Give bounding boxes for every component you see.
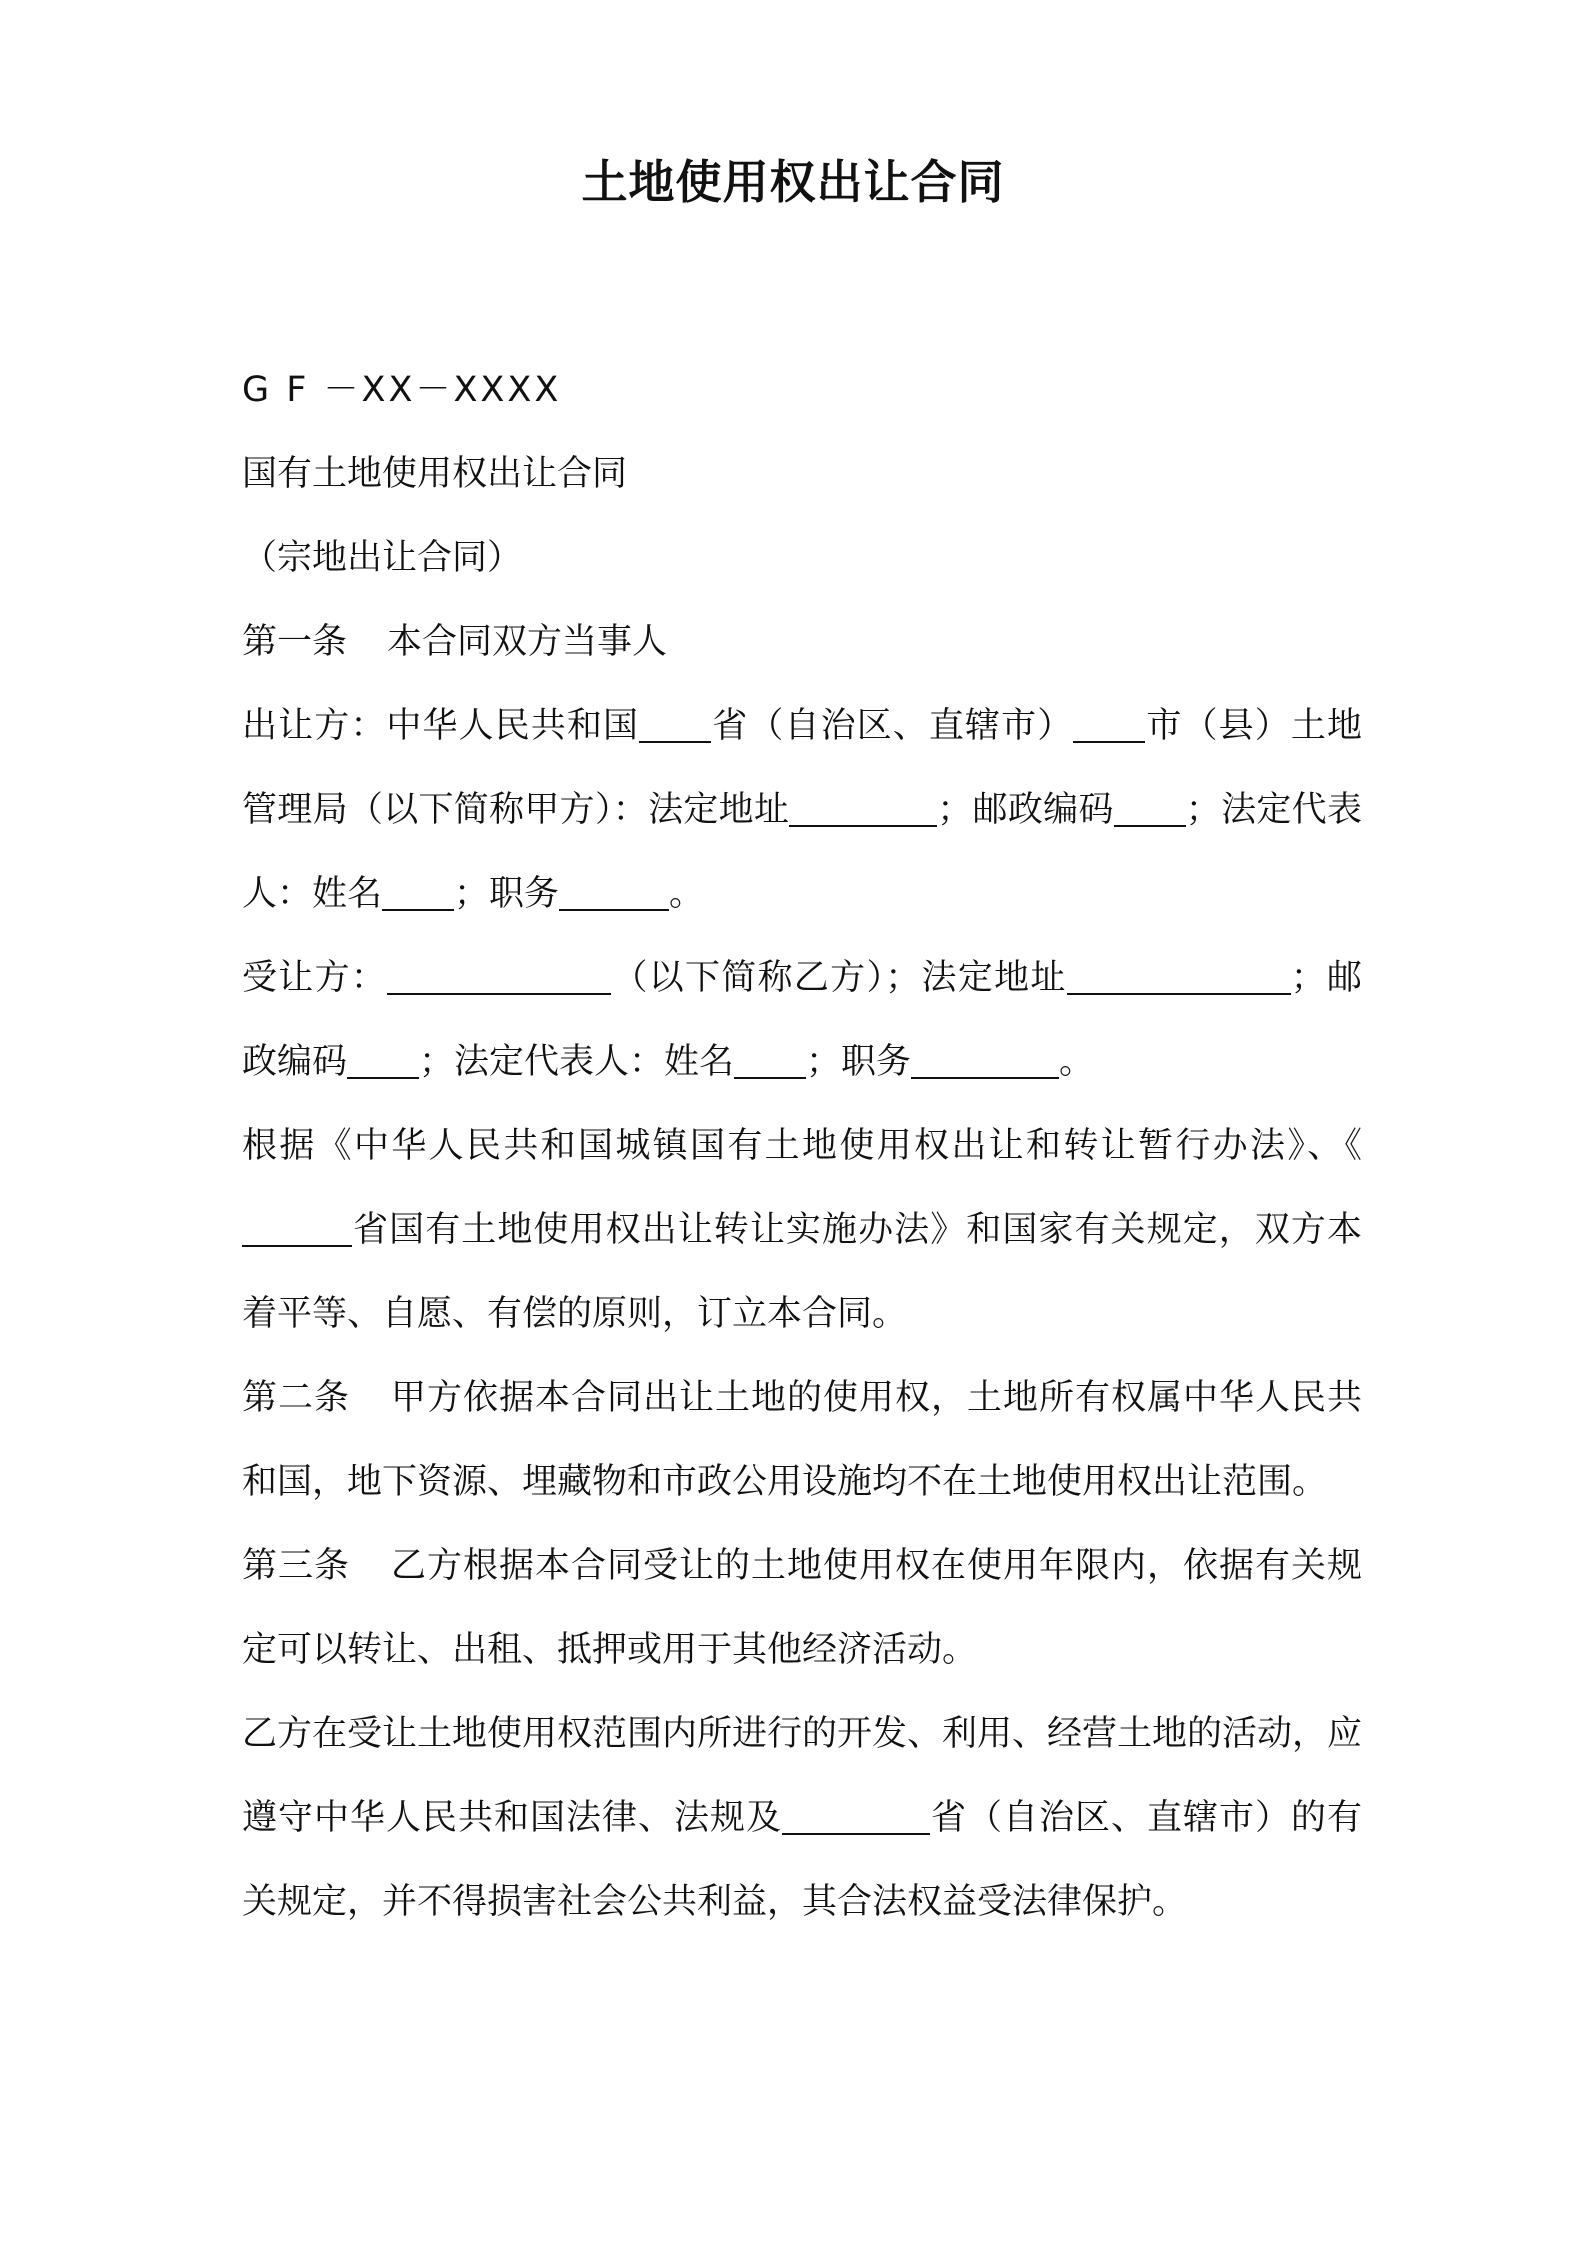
document-title: 土地使用权出让合同 bbox=[581, 155, 1005, 209]
transferor-text-1: 出让方：中华人民共和国 bbox=[242, 706, 640, 746]
basis-province-blank[interactable] bbox=[242, 1211, 352, 1247]
article-3-para2-text-2: 省（自治区、直辖市）的有关规定，并不得损害社会公共利益，其合法权益受法律保护。 bbox=[242, 1798, 1362, 1922]
transferee-text-6: 。 bbox=[1059, 1042, 1095, 1082]
transferee-text-1: 受让方： bbox=[242, 958, 388, 998]
article-1-number: 第一条 bbox=[242, 622, 348, 662]
article-3-para2-text-1: 乙方在受让土地使用权范围内所进行的开发、利用、经营土地的活动，应遵守中华人民共和国法律、法规及 bbox=[242, 1714, 1363, 1838]
transferor-text-3: 市（县）土地管理局（以下简称甲方）：法定地址 bbox=[242, 706, 1362, 830]
basis-text-1: 根据《中华人民共和国城镇国有土地使用权出让和转让暂行办法》、《 bbox=[242, 1126, 1362, 1166]
transferee-name-blank[interactable] bbox=[387, 959, 611, 995]
transferor-postcode-blank[interactable] bbox=[1114, 791, 1186, 827]
document-code: G F －XX－XXXX bbox=[242, 370, 562, 410]
article-1-heading-line bbox=[242, 600, 1362, 684]
contract-type-note: （宗地出让合同） bbox=[242, 538, 523, 578]
article-2-text: 甲方依据本合同出让土地的使用权，土地所有权属中华人民共和国，地下资源、埋藏物和市政公用设施均不在土地使用权出让范围。 bbox=[242, 1378, 1362, 1502]
transferee-paragraph bbox=[242, 936, 1362, 1104]
city-blank[interactable] bbox=[1073, 707, 1145, 743]
transferor-text-6: ；职务 bbox=[454, 874, 560, 914]
article-3-paragraph-2 bbox=[242, 1692, 1362, 1944]
transferee-text-5: ；职务 bbox=[806, 1042, 912, 1082]
article-1-title: 本合同双方当事人 bbox=[387, 622, 668, 662]
transferor-text-2: 省（自治区、直辖市） bbox=[711, 706, 1074, 746]
transferee-position-blank[interactable] bbox=[911, 1043, 1059, 1079]
transferor-name-blank[interactable] bbox=[382, 875, 454, 911]
transferor-text-7: 。 bbox=[669, 874, 705, 914]
transferee-text-3: ；邮政编码 bbox=[242, 958, 1362, 1082]
transferor-text-4: ；邮政编码 bbox=[937, 790, 1114, 830]
basis-text-2: 省国有土地使用权出让转让实施办法》和国家有关规定，双方本着平等、自愿、有偿的原则，订立本合同。 bbox=[242, 1210, 1362, 1334]
transferee-text-4: ；法定代表人：姓名 bbox=[419, 1042, 735, 1082]
contract-subtitle: 国有土地使用权出让合同 bbox=[242, 454, 628, 494]
document-body bbox=[242, 348, 1362, 1944]
transferee-postcode-blank[interactable] bbox=[347, 1043, 419, 1079]
basis-paragraph bbox=[242, 1104, 1362, 1356]
province-blank[interactable] bbox=[639, 707, 711, 743]
article-3-number: 第三条 bbox=[242, 1546, 350, 1586]
transferor-paragraph bbox=[242, 684, 1362, 936]
regulation-province-blank[interactable] bbox=[782, 1799, 930, 1835]
transferor-position-blank[interactable] bbox=[559, 875, 669, 911]
transferee-rep-name-blank[interactable] bbox=[734, 1043, 806, 1079]
article-2-paragraph bbox=[242, 1356, 1362, 1524]
transferee-address-blank[interactable] bbox=[1067, 959, 1291, 995]
transferor-text-5: ；法定代表人：姓名 bbox=[242, 790, 1362, 914]
article-2-number: 第二条 bbox=[242, 1378, 350, 1418]
transferee-text-2: （以下简称乙方）；法定地址 bbox=[611, 958, 1067, 998]
article-3-text: 乙方根据本合同受让的土地使用权在使用年限内，依据有关规定可以转让、出租、抵押或用于其他经济活动。 bbox=[242, 1546, 1362, 1670]
transferor-address-blank[interactable] bbox=[789, 791, 937, 827]
article-3-paragraph bbox=[242, 1524, 1362, 1692]
